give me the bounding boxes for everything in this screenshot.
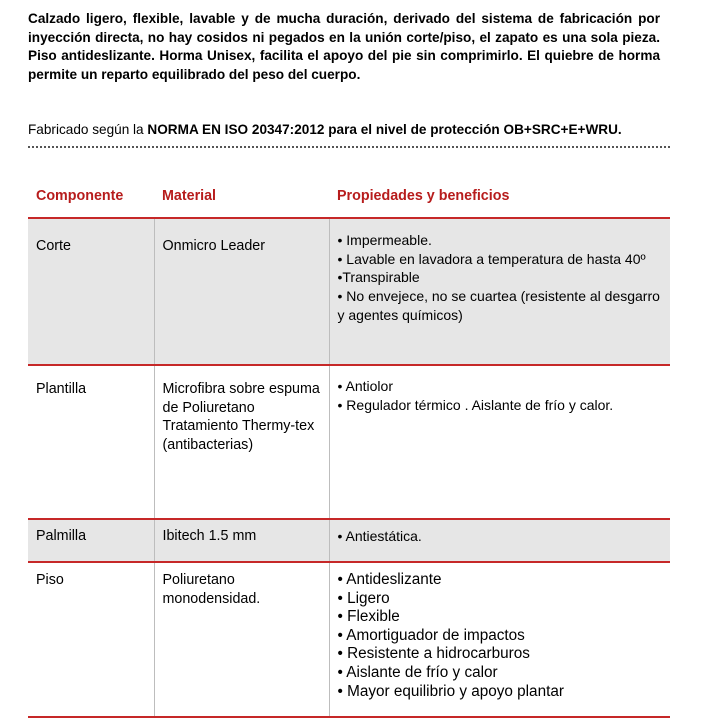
table-row-corte [28,218,670,365]
properties-list [338,231,663,325]
properties-list [338,527,663,546]
list-item: • Ligero [337,589,390,607]
table-row-palmilla [28,519,670,562]
properties-list [338,377,663,414]
header-material: Material [154,177,329,218]
cell-material: Ibitech 1.5 mm [154,519,329,562]
cell-material: Poliuretano monodensidad. [154,562,329,717]
norma-standard: NORMA EN ISO 20347:2012 para el nivel de protección OB+SRC+E+WRU. [147,122,622,137]
cell-material: Onmicro Leader [154,218,329,365]
list-item: • No envejece, no se cuartea (resistente al desgarro y agentes químicos) [337,288,660,323]
list-item: • Mayor equilibrio y apoyo plantar [337,682,564,700]
list-item: • Antiestática. [337,528,422,544]
cell-properties [329,365,670,519]
list-item: • Resistente a hidrocarburos [337,645,530,663]
cell-material: Microfibra sobre espuma de Poliuretano Tratamiento Thermy-tex (antibacterias) [154,365,329,519]
header-propiedades: Propiedades y beneficios [329,177,670,218]
list-item: • Impermeable. [337,232,432,248]
norma-line [28,121,673,139]
list-item: • Antideslizante [337,571,442,588]
cell-component: Palmilla [28,519,154,562]
header-componente: Componente [28,177,154,218]
list-item: • Antiolor [337,378,393,394]
cell-component: Corte [28,218,154,365]
cell-properties [329,218,670,365]
table-row-piso [28,562,670,717]
list-item: • Amortiguador de impactos [337,626,525,644]
components-table [28,177,670,718]
list-item: •Transpirable [337,269,420,286]
cell-properties [329,562,670,717]
cell-properties [329,519,670,562]
cell-component: Piso [28,562,154,717]
list-item: • Aislante de frío y calor [337,663,498,681]
cell-component: Plantilla [28,365,154,519]
list-item: • Lavable en lavadora a temperatura de hasta 40º [337,250,646,267]
table-header-row [28,177,670,218]
dotted-divider [28,146,670,148]
list-item: • Flexible [337,608,400,626]
intro-paragraph: Calzado ligero, flexible, lavable y de mucha duración, derivado del sistema de fabricación por inyección directa, no hay cosidos ni pegados en la unión corte/piso, el zapato es una sola pieza. Piso antideslizante. Horma Unisex, facilita el apoyo del pie sin comprimirlo. El quiebre de horma permite un reparto equilibrado del peso del cuerpo. [28,11,660,82]
norma-prefix: Fabricado según la [28,122,148,137]
table-row-plantilla [28,365,670,519]
list-item: • Regulador térmico . Aislante de frío y calor. [337,396,614,413]
properties-list [338,571,663,701]
